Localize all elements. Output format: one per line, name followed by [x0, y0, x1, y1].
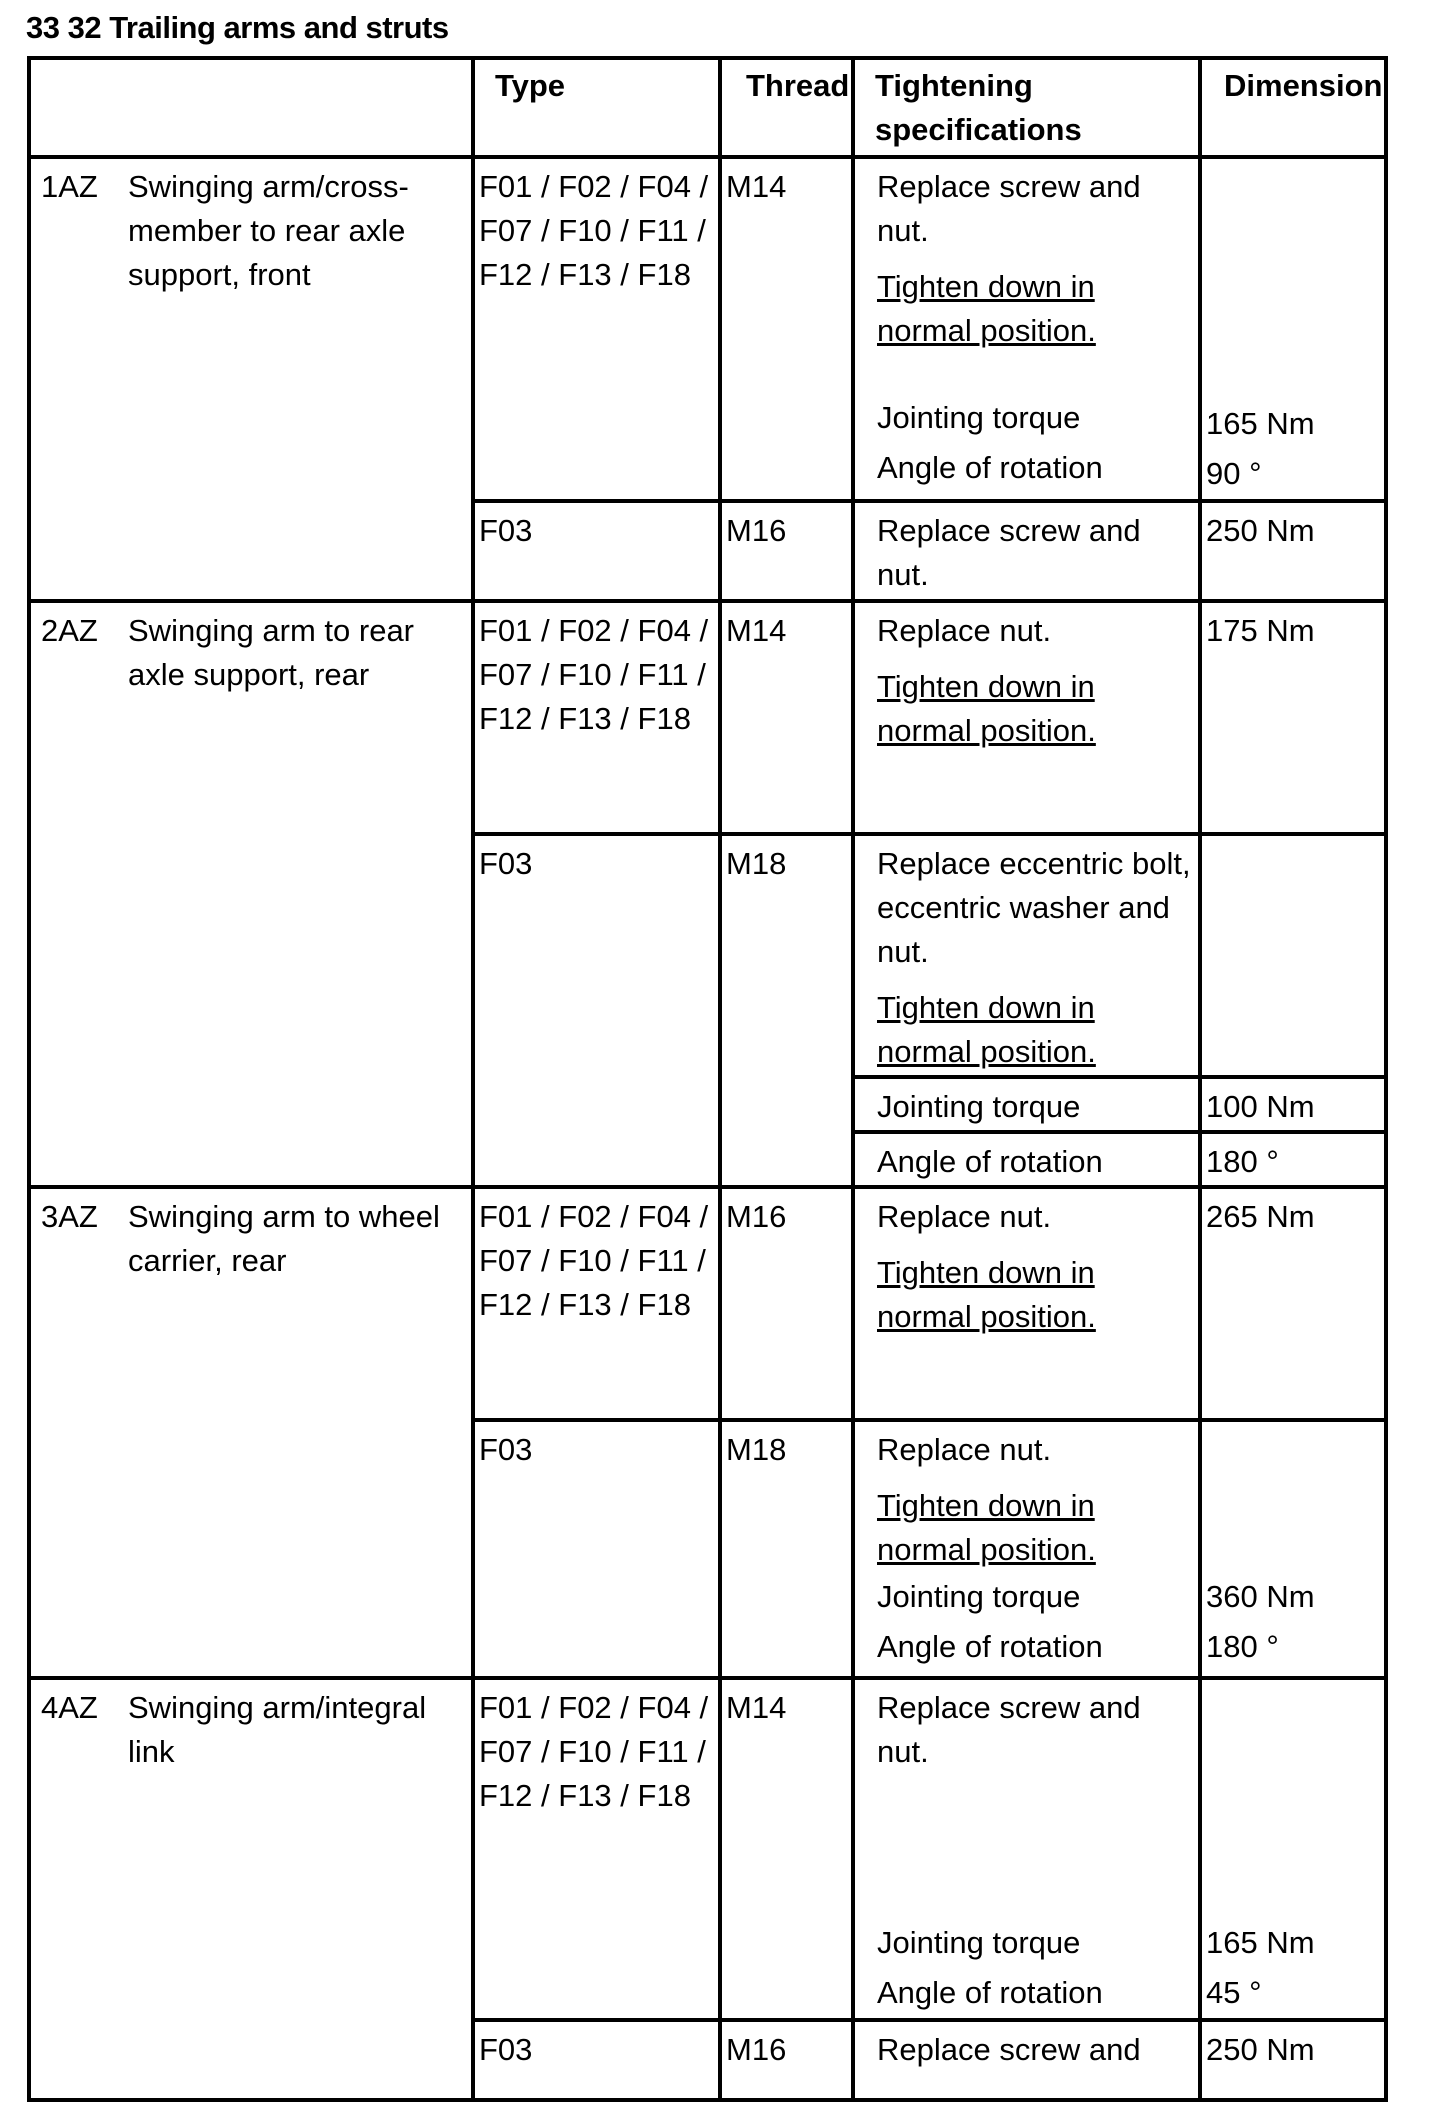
- spec-note: Tighten down in normal position.: [877, 990, 1096, 1069]
- page-title: 33 32 Trailing arms and struts: [26, 10, 449, 45]
- type-cell: F03: [473, 501, 720, 601]
- thread-cell: M16: [720, 2020, 853, 2100]
- table-row: [29, 1678, 1386, 2020]
- table-row: [29, 157, 1386, 501]
- thread-cell: M16: [720, 1187, 853, 1420]
- spec-cell: [853, 601, 1200, 834]
- spec-cell: [853, 157, 1200, 501]
- dimension-cell: 250 Nm: [1200, 2020, 1386, 2100]
- spec-instruction: Replace nut.: [877, 613, 1052, 648]
- position-code: 4AZ: [41, 1690, 98, 1725]
- table-row: [29, 601, 1386, 834]
- position-description: Swinging arm to wheel carrier, rear: [128, 1199, 440, 1278]
- header-type: Type: [473, 58, 720, 157]
- position-code: 3AZ: [41, 1199, 98, 1234]
- position-code: 1AZ: [41, 169, 98, 204]
- thread-cell: M18: [720, 834, 853, 1187]
- dimension-cell: 265 Nm: [1200, 1187, 1386, 1420]
- torque-label: Jointing torque: [877, 400, 1081, 435]
- torque-value: 360 Nm: [1206, 1579, 1315, 1614]
- dimension-cell: [1200, 157, 1386, 501]
- header-dimension: Dimension: [1200, 58, 1386, 157]
- torque-label: Jointing torque: [853, 1077, 1200, 1132]
- position-cell: [29, 601, 473, 1187]
- position-description: Swinging arm/integral link: [128, 1690, 427, 1769]
- spec-instruction: Replace screw and nut.: [877, 1690, 1141, 1769]
- type-cell: F01 / F02 / F04 / F07 / F10 / F11 / F12 / F13 / F18: [473, 1678, 720, 2020]
- dimension-cell: 175 Nm: [1200, 601, 1386, 834]
- dimension-cell: [1200, 1678, 1386, 2020]
- spec-instruction: Replace eccentric bolt, eccentric washer and nut.: [877, 846, 1191, 969]
- angle-value: 45 °: [1206, 1975, 1262, 2010]
- header-thread: Thread: [720, 58, 853, 157]
- thread-cell: M14: [720, 1678, 853, 2020]
- dimension-cell: [1200, 1420, 1386, 1678]
- thread-cell: M16: [720, 501, 853, 601]
- position-cell: [29, 1187, 473, 1678]
- torque-value: 165 Nm: [1206, 1925, 1315, 1960]
- spec-note: Tighten down in normal position.: [877, 1488, 1096, 1567]
- type-cell: F01 / F02 / F04 / F07 / F10 / F11 / F12 / F13 / F18: [473, 601, 720, 834]
- torque-label: Jointing torque: [877, 1579, 1081, 1614]
- angle-label: Angle of rotation: [877, 450, 1103, 485]
- type-cell: F03: [473, 2020, 720, 2100]
- torque-value: 100 Nm: [1200, 1077, 1386, 1132]
- angle-label: Angle of rotation: [877, 1975, 1103, 2010]
- thread-cell: M14: [720, 601, 853, 834]
- header-position: [29, 58, 473, 157]
- table-row: [29, 1187, 1386, 1420]
- type-cell: F01 / F02 / F04 / F07 / F10 / F11 / F12 / F13 / F18: [473, 1187, 720, 1420]
- dimension-cell: 250 Nm: [1200, 501, 1386, 601]
- position-description: Swinging arm to rear axle support, rear: [128, 613, 415, 692]
- angle-label: Angle of rotation: [877, 1629, 1103, 1664]
- type-cell: F01 / F02 / F04 / F07 / F10 / F11 / F12 / F13 / F18: [473, 157, 720, 501]
- torque-label: Jointing torque: [877, 1925, 1081, 1960]
- spec-note: Tighten down in normal position.: [877, 1255, 1096, 1334]
- angle-value: 90 °: [1206, 456, 1262, 491]
- spec-note: Tighten down in normal position.: [877, 669, 1096, 748]
- position-code: 2AZ: [41, 613, 98, 648]
- spec-cell: [853, 2020, 1200, 2100]
- spec-cell: [853, 834, 1200, 1077]
- spec-instruction: Replace screw and: [877, 2032, 1141, 2067]
- thread-cell: M14: [720, 157, 853, 501]
- spec-cell: [853, 1420, 1200, 1678]
- spec-note: Tighten down in normal position.: [877, 269, 1096, 348]
- angle-value: 180 °: [1200, 1132, 1386, 1187]
- type-cell: F03: [473, 834, 720, 1187]
- position-description: Swinging arm/cross-member to rear axle support, front: [128, 169, 409, 292]
- torque-spec-table: [27, 56, 1388, 2102]
- spec-instruction: Replace screw and nut.: [877, 169, 1141, 248]
- type-cell: F03: [473, 1420, 720, 1678]
- spec-instruction: Replace screw and nut.: [877, 513, 1141, 592]
- spec-instruction: Replace nut.: [877, 1432, 1052, 1467]
- thread-cell: M18: [720, 1420, 853, 1678]
- spec-cell: [853, 1678, 1200, 2020]
- table-header-row: [29, 58, 1386, 157]
- angle-label: Angle of rotation: [853, 1132, 1200, 1187]
- header-tightening-specifications: Tightening specifications: [853, 58, 1200, 157]
- position-cell: [29, 157, 473, 601]
- torque-value: 165 Nm: [1206, 406, 1315, 441]
- position-cell: [29, 1678, 473, 2100]
- dimension-cell: [1200, 834, 1386, 1077]
- spec-instruction: Replace nut.: [877, 1199, 1052, 1234]
- spec-cell: [853, 1187, 1200, 1420]
- spec-cell: [853, 501, 1200, 601]
- angle-value: 180 °: [1206, 1629, 1279, 1664]
